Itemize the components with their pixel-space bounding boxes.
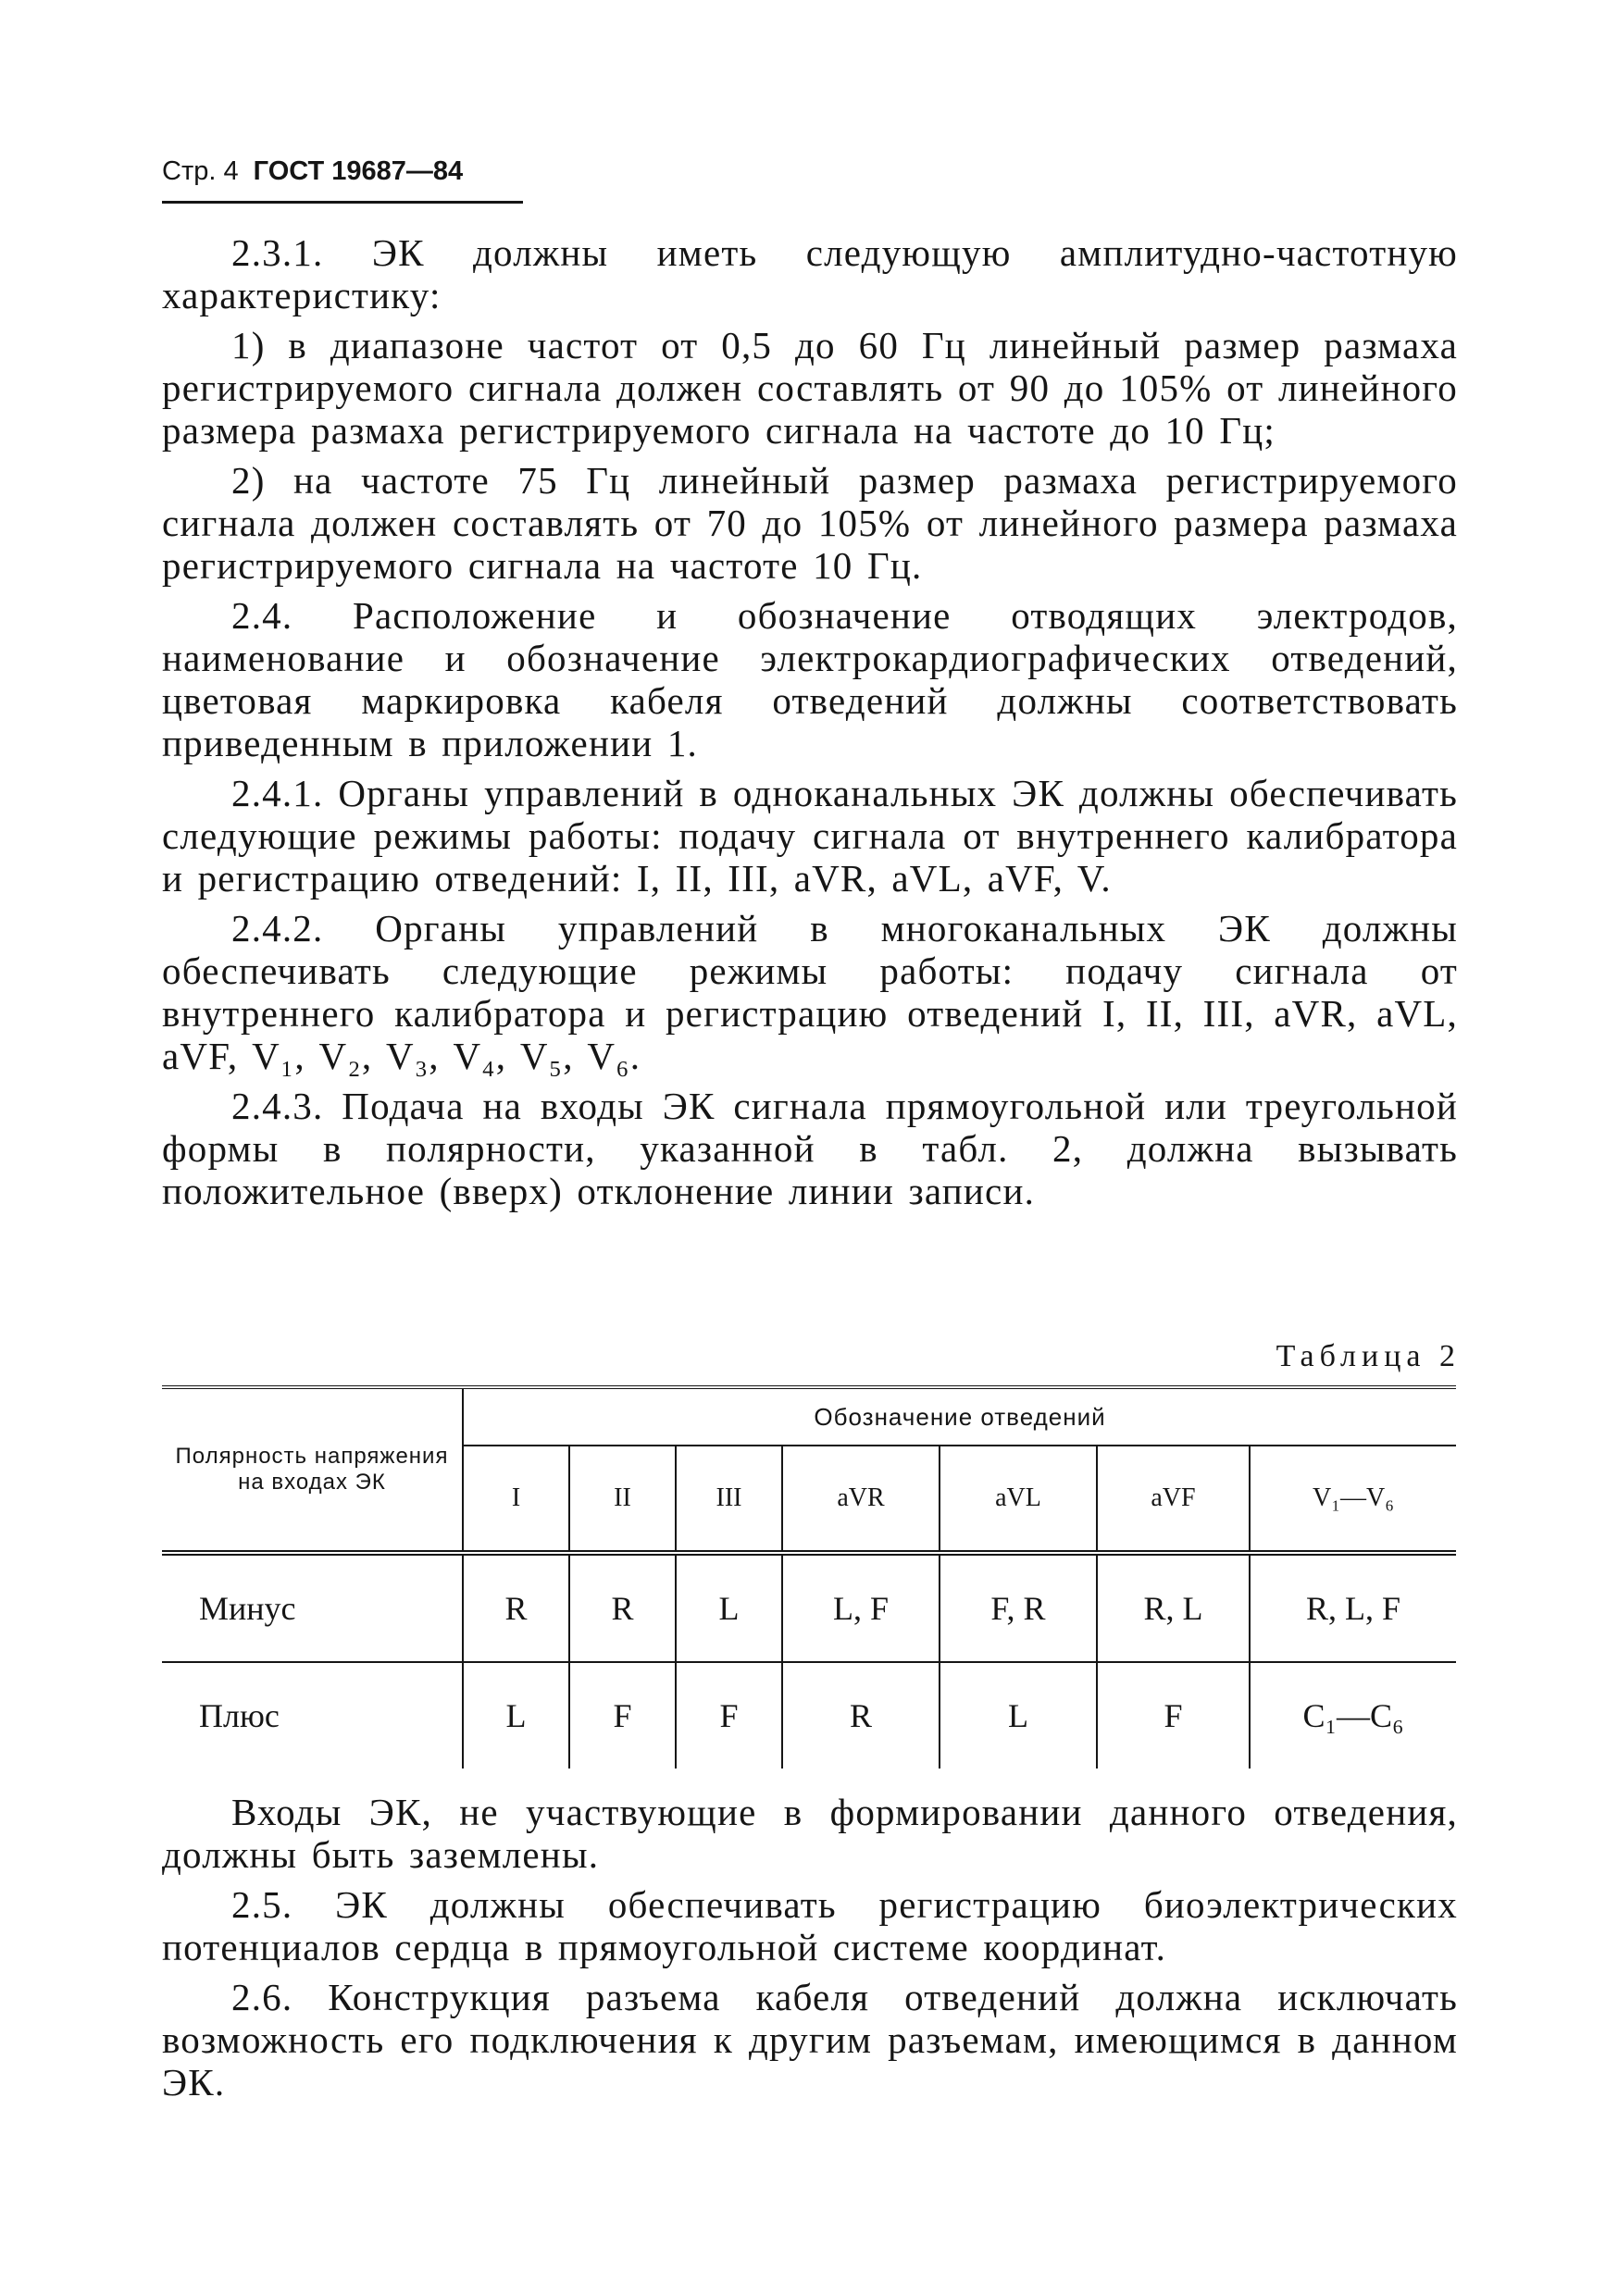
paragraph-2-5: 2.5. ЭК должны обеспечивать регистрацию биоэлектрических потенциалов сердца в прямоугольной системе координат.	[162, 1883, 1458, 1968]
text-block-top	[162, 231, 1458, 1220]
paragraph-2-4: 2.4. Расположение и обозначение отводящих электродов, наименование и обозначение электрокардиографических отведений, цветовая маркировка кабеля отведений должны соответствовать приведенным в приложении 1.	[162, 594, 1458, 764]
table-cell: L	[940, 1662, 1097, 1769]
table-cell: L	[676, 1553, 782, 1662]
paragraph-item-1: 1) в диапазоне частот от 0,5 до 60 Гц линейный размер размаха регистрируемого сигнала должен составлять от 90 до 105% от линейного размера размаха регистрируемого сигнала на частоте до 10 Гц;	[162, 324, 1458, 452]
column-header: I	[463, 1446, 569, 1553]
text-block-bottom	[162, 1791, 1458, 2111]
column-header: aVL	[940, 1446, 1097, 1553]
header-rule	[162, 201, 523, 204]
standard-number: ГОСТ 19687—84	[253, 156, 464, 186]
table-cell: F, R	[940, 1553, 1097, 1662]
paragraph-2-4-1: 2.4.1. Органы управлений в одноканальных ЭК должны обеспечивать следующие режимы работы: подачу сигнала от внутреннего калибратора и регистрацию отведений: I, II, III, aVR, aVL, aVF, V.	[162, 772, 1458, 900]
polarity-header: Полярность напряжения на входах ЭК	[162, 1389, 463, 1553]
table-row	[162, 1662, 1456, 1769]
table-row	[162, 1553, 1456, 1662]
paragraph-grounding: Входы ЭК, не участвующие в формировании данного отведения, должны быть заземлены.	[162, 1791, 1458, 1876]
page-number: Стр. 4	[162, 156, 239, 186]
page-header	[162, 153, 463, 190]
paragraph-2-4-3: 2.4.3. Подача на входы ЭК сигнала прямоугольной или треугольной формы в полярности, указанной в табл. 2, должна вызывать положительное (вверх) отклонение линии записи.	[162, 1085, 1458, 1212]
column-header: II	[569, 1446, 676, 1553]
table-cell: R	[569, 1553, 676, 1662]
table-cell: F	[1097, 1662, 1250, 1769]
row-label: Плюс	[162, 1662, 463, 1769]
column-header: V₁—V₆	[1313, 1483, 1394, 1512]
paragraph-2-3-1: 2.3.1. ЭК должны иметь следующую амплитудно-частотную характеристику:	[162, 231, 1458, 316]
table-cell: L, F	[782, 1553, 940, 1662]
column-header: III	[676, 1446, 782, 1553]
leads-group-header: Обозначение отведений	[463, 1389, 1456, 1446]
row-label: Минус	[162, 1553, 463, 1662]
paragraph-2-6: 2.6. Конструкция разъема кабеля отведений должна исключать возможность его подключения к другим разъемам, имеющимся в данном ЭК.	[162, 1976, 1458, 2104]
table-cell: F	[569, 1662, 676, 1769]
table-caption: Таблица 2	[1276, 1339, 1461, 1373]
paragraph-2-4-2: 2.4.2. Органы управлений в многоканальных ЭК должны обеспечивать следующие режимы работы: подачу сигнала от внутреннего калибратора и регистрацию отведений I, II, III, aVR, aVL, aVF, V₁, V₂, V₃, V₄, V₅, V₆.	[162, 907, 1458, 1077]
column-header: aVF	[1097, 1446, 1250, 1553]
leads-polarity-table	[162, 1385, 1456, 1769]
table-cell: R, L, F	[1250, 1553, 1456, 1662]
table-cell: R	[782, 1662, 940, 1769]
table-cell: R, L	[1097, 1553, 1250, 1662]
table-cell: R	[463, 1553, 569, 1662]
table-cell: L	[463, 1662, 569, 1769]
column-header: aVR	[782, 1446, 940, 1553]
paragraph-item-2: 2) на частоте 75 Гц линейный размер размаха регистрируемого сигнала должен составлять от 70 до 105% от линейного размера размаха регистрируемого сигнала на частоте 10 Гц.	[162, 459, 1458, 587]
table-cell: F	[676, 1662, 782, 1769]
table-cell: C₁—C₆	[1250, 1662, 1456, 1769]
